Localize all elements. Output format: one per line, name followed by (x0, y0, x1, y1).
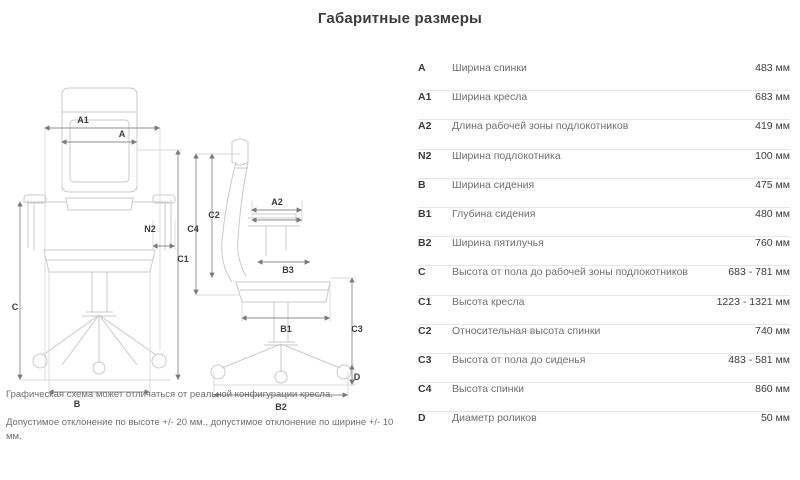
diagram-notes (6, 388, 396, 443)
table-row (418, 383, 790, 412)
table-row (418, 296, 790, 325)
spec-code: B2 (418, 237, 432, 250)
spec-label: Высота от пола до сиденья (452, 353, 586, 366)
page-title: Габаритные размеры (317, 10, 483, 27)
spec-code: B (418, 178, 426, 191)
spec-value: 683 - 781 мм (728, 266, 790, 279)
spec-label: Ширина подлокотника (452, 149, 561, 162)
table-row (418, 266, 790, 295)
spec-label: Длина рабочей зоны подлокотников (452, 120, 629, 133)
spec-label: Глубина сидения (452, 207, 536, 220)
spec-value: 100 мм (755, 149, 790, 162)
dim-label-c3: C3 (351, 324, 363, 334)
table-row (418, 120, 790, 149)
spec-label: Относительная высота спинки (452, 324, 601, 337)
chair-dimension-diagram (0, 50, 400, 440)
spec-code: N2 (418, 149, 432, 162)
table-row (418, 237, 790, 266)
spec-value: 50 мм (760, 412, 790, 425)
spec-label: Ширина пятилучья (452, 237, 544, 250)
spec-code: B1 (418, 207, 432, 220)
spec-code: A1 (418, 91, 432, 104)
spec-code: C4 (418, 383, 432, 396)
spec-code: A2 (418, 120, 432, 133)
table-row (418, 62, 790, 91)
spec-value: 860 мм (755, 383, 790, 396)
spec-label: Высота спинки (452, 383, 525, 396)
dim-label-a1: A1 (77, 115, 89, 125)
dim-label-c2: C2 (208, 210, 220, 220)
dim-label-a: A (118, 129, 126, 139)
spec-value: 483 мм (755, 62, 790, 74)
spec-value: 419 мм (755, 120, 790, 133)
spec-code: C (418, 266, 426, 279)
dim-label-a2: A2 (271, 197, 283, 207)
spec-value: 475 мм (755, 178, 790, 191)
spec-value: 740 мм (755, 324, 790, 337)
table-row (418, 91, 790, 120)
specifications-table (418, 62, 790, 441)
spec-label: Высота от пола до рабочей зоны подлокотников (452, 266, 688, 279)
spec-label: Ширина сидения (452, 178, 535, 191)
table-row (418, 150, 790, 179)
dim-label-b2: B2 (275, 402, 287, 412)
dim-label-b3: B3 (282, 265, 294, 275)
dim-label-c: C (11, 302, 19, 312)
spec-value: 1223 - 1321 мм (716, 295, 790, 308)
dim-label-c1: C1 (177, 254, 189, 264)
spec-code: C1 (418, 295, 432, 308)
spec-value: 480 мм (755, 207, 790, 220)
table-row (418, 179, 790, 208)
table-row (418, 208, 790, 237)
spec-label: Ширина спинки (452, 62, 527, 74)
dim-label-d: D (353, 372, 361, 382)
spec-value: 760 мм (755, 237, 790, 250)
spec-value: 483 - 581 мм (728, 353, 790, 366)
dim-label-b: B (73, 399, 81, 409)
spec-label: Высота кресла (452, 295, 525, 308)
dim-label-b1: B1 (280, 324, 292, 334)
spec-code: D (418, 412, 426, 425)
table-row (418, 354, 790, 383)
table-row (418, 412, 790, 441)
spec-value: 683 мм (755, 91, 790, 104)
spec-label: Диаметр роликов (452, 412, 537, 425)
spec-code: C3 (418, 353, 432, 366)
spec-label: Ширина кресла (452, 91, 528, 104)
dim-label-c4: C4 (187, 224, 199, 234)
spec-code: C2 (418, 324, 432, 337)
note-tolerance: Допустимое отклонение по высоте +/- 20 мм., допустимое отклонение по ширине +/- 10 мм. (6, 416, 394, 442)
spec-code: A (418, 62, 426, 74)
table-row (418, 325, 790, 354)
dim-label-n2: N2 (144, 224, 156, 234)
note-configuration: Графическая схема может отличаться от реальной конфигурации кресла. (6, 389, 333, 400)
